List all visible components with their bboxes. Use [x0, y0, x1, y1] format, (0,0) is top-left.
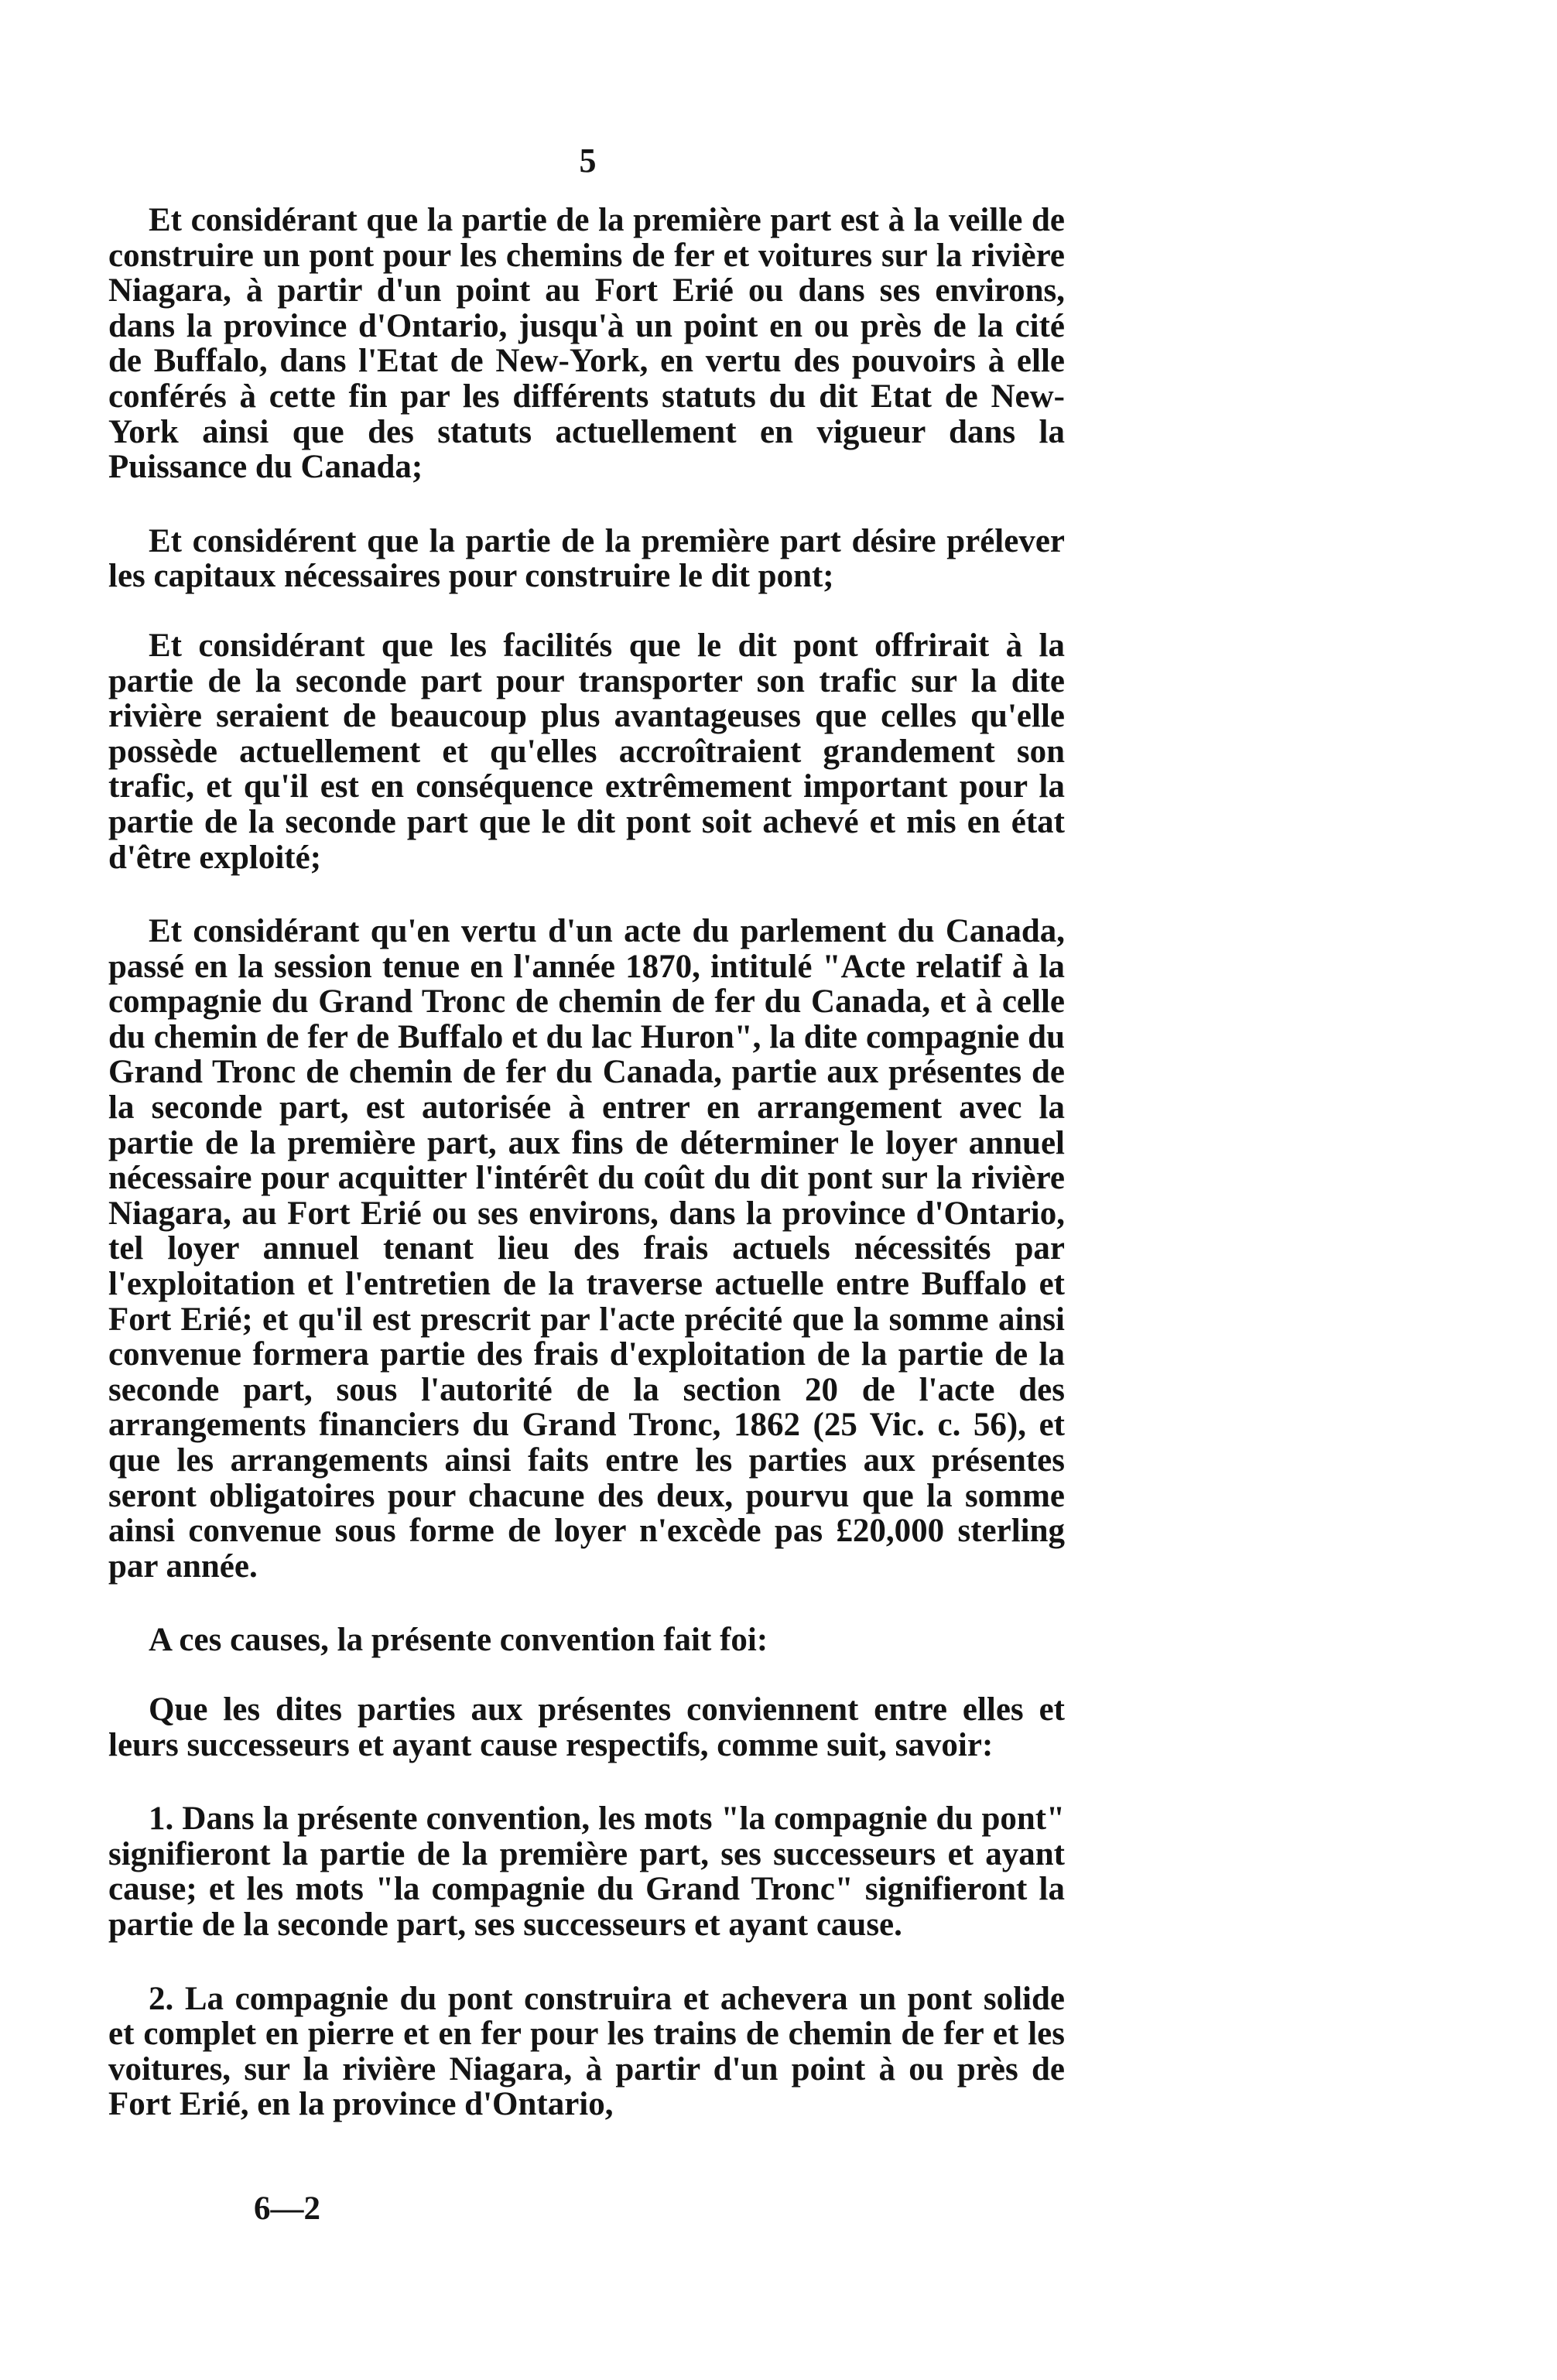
- paragraph-8: 2. La compagnie du pont construira et achevera un pont solide et complet en pierre et en fer pour les trains de chemin de fer et les voitures, sur la rivière Niagara, à partir d'un point à ou près de Fort Erié, en la province d'Ontario,: [108, 1980, 1065, 2123]
- document-body: [108, 203, 1065, 2161]
- paragraph-7: 1. Dans la présente convention, les mots "la compagnie du pont" signifieront la partie de la première part, ses successeurs et ayant cause; et les mots "la compagnie du Grand Tronc" signifieront la partie de la seconde part, ses successeurs et ayant cause.: [108, 1800, 1065, 1943]
- paragraph-4: Et considérant qu'en vertu d'un acte du parlement du Canada, passé en la session tenue en l'année 1870, intitulé "Acte relatif à la compagnie du Grand Tronc de chemin de fer du Canada, et à celle du chemin de fer de Buffalo et du lac Huron", la dite compagnie du Grand Tronc de chemin de fer du Canada, partie aux présentes de la seconde part, est autorisée à entrer en arrangement avec la partie de la première part, aux fins de déterminer le loyer annuel nécessaire pour acquitter l'intérêt du coût du dit pont sur la rivière Niagara, au Fort Erié ou ses environs, dans la province d'Ontario, tel loyer annuel tenant lieu des frais actuels nécessités par l'exploitation et l'entretien de la traverse actuelle entre Buffalo et Fort Erié; et qu'il est prescrit par l'acte précité que la somme ainsi convenue formera partie des frais d'exploitation de la partie de la seconde part, sous l'autorité de la section 20 de l'acte des arrangements financiers du Grand Tronc, 1862 (25 Vic. c. 56), et que les arrangements ainsi faits entre les parties aux présentes seront obligatoires pour chacune des deux, pourvu que la somme ainsi convenue sous forme de loyer n'excède pas £20,000 sterling par année.: [108, 913, 1065, 1585]
- page-number: 5: [579, 142, 597, 180]
- paragraph-5: A ces causes, la présente convention fait foi:: [149, 1622, 768, 1659]
- signature-mark: 6—2: [254, 2190, 320, 2227]
- paragraph-1: Et considérant que la partie de la première part est à la veille de construire un pont pour les chemins de fer et voitures sur la rivière Niagara, à partir d'un point au Fort Erié ou dans ses environs, dans la province d'Ontario, jusqu'à un point en ou près de la cité de Buffalo, dans l'Etat de New-York, en vertu des pouvoirs à elle conférés à cette fin par les différents statuts du dit Etat de New-York ainsi que des statuts actuellement en vigueur dans la Puissance du Canada;: [108, 202, 1065, 486]
- paragraph-2: Et considérent que la partie de la première part désire prélever les capitaux nécessaires pour construire le dit pont;: [108, 522, 1065, 595]
- paragraph-6: Que les dites parties aux présentes conviennent entre elles et leurs successeurs et ayant cause respectifs, comme suit, savoir:: [108, 1691, 1065, 1763]
- paragraph-3: Et considérant que les facilités que le dit pont offrirait à la partie de la seconde part pour transporter son trafic sur la dite rivière seraient de beaucoup plus avantageuses que celles qu'elle possède actuellement et qu'elles accroîtraient grandement son trafic, et qu'il est en conséquence extrêmement important pour la partie de la seconde part que le dit pont soit achevé et mis en état d'être exploité;: [108, 627, 1065, 876]
